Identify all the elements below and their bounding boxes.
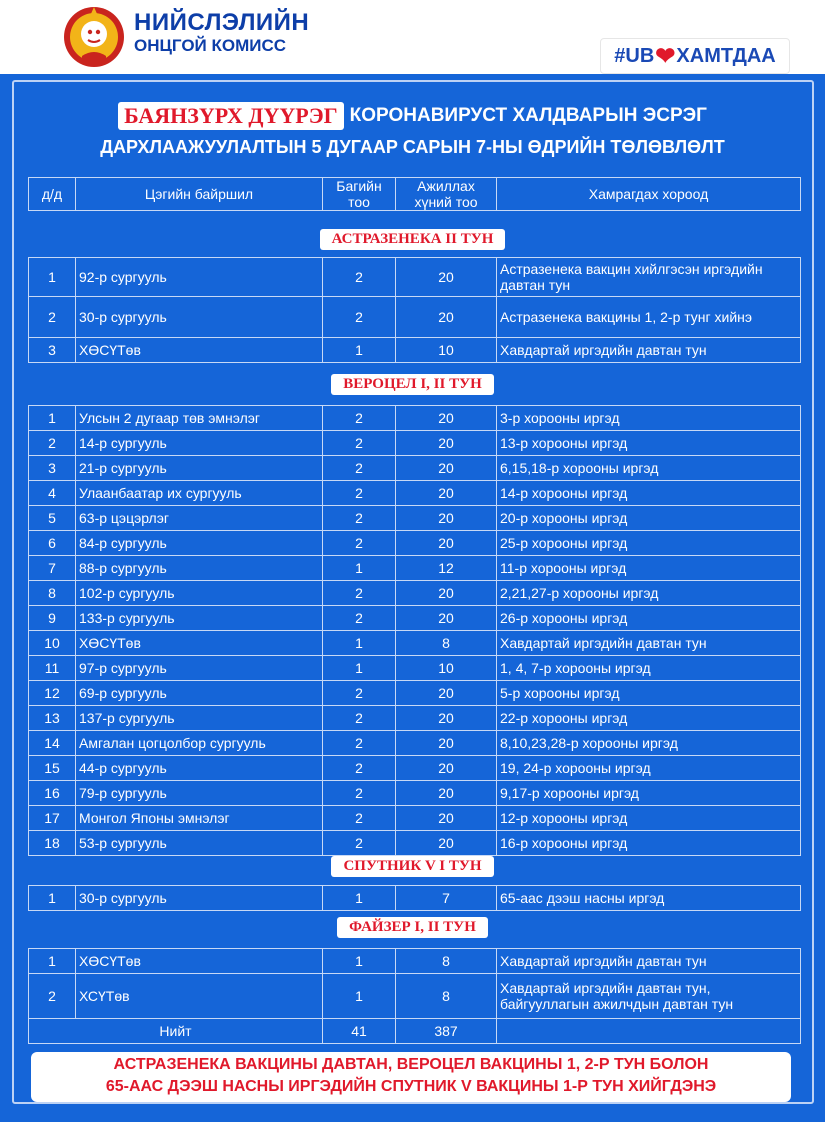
row-teams: 2: [323, 297, 396, 338]
total-label: Нийт: [29, 1019, 323, 1044]
header-staff: Ажиллах хүний тоо: [396, 178, 497, 211]
table-row: [29, 806, 801, 831]
table-row: [29, 781, 801, 806]
row-num: 7: [29, 556, 76, 581]
row-location: 133-р сургууль: [76, 606, 323, 631]
row-teams: 2: [323, 681, 396, 706]
row-teams: 2: [323, 731, 396, 756]
row-staff: 20: [396, 706, 497, 731]
row-teams: 2: [323, 781, 396, 806]
row-staff: 20: [396, 297, 497, 338]
row-teams: 2: [323, 756, 396, 781]
page-subtitle: ДАРХЛААЖУУЛАЛТЫН 5 ДУГААР САРЫН 7-НЫ ӨДРИЙН ТӨЛӨВЛӨЛТ: [100, 137, 725, 157]
row-location: Амгалан цогцолбор сургууль: [76, 731, 323, 756]
row-staff: 20: [396, 756, 497, 781]
row-num: 6: [29, 531, 76, 556]
row-location: 53-р сургууль: [76, 831, 323, 856]
total-empty: [497, 1019, 801, 1044]
total-staff: 387: [396, 1019, 497, 1044]
row-num: 3: [29, 338, 76, 363]
row-coverage: 3-р хорооны иргэд: [497, 406, 801, 431]
row-staff: 20: [396, 481, 497, 506]
row-num: 10: [29, 631, 76, 656]
row-num: 11: [29, 656, 76, 681]
table-row: [29, 731, 801, 756]
row-coverage: 6,15,18-р хорооны иргэд: [497, 456, 801, 481]
total-row: [29, 1019, 801, 1044]
row-teams: 2: [323, 481, 396, 506]
row-location: 30-р сургууль: [76, 886, 323, 911]
row-location: 14-р сургууль: [76, 431, 323, 456]
row-location: 63-р цэцэрлэг: [76, 506, 323, 531]
row-location: 69-р сургууль: [76, 681, 323, 706]
table-row: [29, 681, 801, 706]
table-row: [29, 481, 801, 506]
row-staff: 20: [396, 456, 497, 481]
row-location: ХӨСҮТөв: [76, 949, 323, 974]
org-name: [134, 10, 309, 55]
total-teams: 41: [323, 1019, 396, 1044]
row-staff: 10: [396, 656, 497, 681]
row-location: Улаанбаатар их сургууль: [76, 481, 323, 506]
vero-table: [28, 405, 801, 856]
top-header: [0, 0, 825, 74]
row-teams: 1: [323, 886, 396, 911]
section-pfizer: [0, 917, 825, 938]
row-num: 8: [29, 581, 76, 606]
row-staff: 8: [396, 949, 497, 974]
row-location: 137-р сургууль: [76, 706, 323, 731]
row-num: 1: [29, 258, 76, 297]
row-coverage: 5-р хорооны иргэд: [497, 681, 801, 706]
section-verocell: [0, 374, 825, 395]
row-location: 92-р сургууль: [76, 258, 323, 297]
row-teams: 2: [323, 506, 396, 531]
table-row: [29, 756, 801, 781]
row-num: 1: [29, 406, 76, 431]
row-location: 44-р сургууль: [76, 756, 323, 781]
row-coverage: Хавдартай иргэдийн давтан тун: [497, 338, 801, 363]
row-location: ХӨСҮТөв: [76, 631, 323, 656]
row-coverage: 9,17-р хорооны иргэд: [497, 781, 801, 806]
row-location: 21-р сургууль: [76, 456, 323, 481]
row-teams: 1: [323, 656, 396, 681]
table-row: [29, 456, 801, 481]
row-staff: 20: [396, 506, 497, 531]
row-teams: 1: [323, 631, 396, 656]
row-teams: 2: [323, 831, 396, 856]
footer-note: [31, 1052, 791, 1102]
row-staff: 8: [396, 974, 497, 1019]
row-num: 2: [29, 974, 76, 1019]
row-num: 12: [29, 681, 76, 706]
vero-table-body: [29, 406, 801, 856]
table-row: [29, 886, 801, 911]
row-teams: 2: [323, 706, 396, 731]
org-name-line1: НИЙСЛЭЛИЙН: [134, 9, 310, 36]
table-row: [29, 606, 801, 631]
table-row: [29, 581, 801, 606]
header-location: Цэгийн байршил: [76, 178, 323, 211]
row-location: 79-р сургууль: [76, 781, 323, 806]
row-teams: 2: [323, 806, 396, 831]
row-num: 1: [29, 886, 76, 911]
hashtag-badge: [600, 38, 790, 74]
row-teams: 2: [323, 431, 396, 456]
row-location: ХӨСҮТөв: [76, 338, 323, 363]
row-num: 1: [29, 949, 76, 974]
table-header: [28, 177, 801, 211]
table-row: [29, 406, 801, 431]
section-sputnik-label: СПУТНИК V I ТУН: [331, 856, 493, 877]
row-location: 88-р сургууль: [76, 556, 323, 581]
row-staff: 20: [396, 258, 497, 297]
row-num: 2: [29, 431, 76, 456]
row-teams: 1: [323, 949, 396, 974]
row-location: 30-р сургууль: [76, 297, 323, 338]
section-verocell-label: ВЕРОЦЕЛ I, II ТУН: [331, 374, 494, 395]
table-row: [29, 297, 801, 338]
row-staff: 12: [396, 556, 497, 581]
row-coverage: 19, 24-р хорооны иргэд: [497, 756, 801, 781]
row-coverage: 20-р хорооны иргэд: [497, 506, 801, 531]
pfizer-table: [28, 948, 801, 1044]
row-coverage: Хавдартай иргэдийн давтан тун: [497, 949, 801, 974]
row-staff: 10: [396, 338, 497, 363]
row-staff: 20: [396, 781, 497, 806]
page-title: [0, 102, 825, 130]
table-row: [29, 974, 801, 1019]
table-row: [29, 631, 801, 656]
section-sputnik: [0, 856, 825, 877]
row-location: ХСҮТөв: [76, 974, 323, 1019]
row-teams: 2: [323, 456, 396, 481]
row-num: 5: [29, 506, 76, 531]
section-astrazeneca: [0, 229, 825, 250]
row-location: Улсын 2 дугаар төв эмнэлэг: [76, 406, 323, 431]
row-num: 13: [29, 706, 76, 731]
row-staff: 20: [396, 806, 497, 831]
row-teams: 1: [323, 974, 396, 1019]
row-location: 84-р сургууль: [76, 531, 323, 556]
row-coverage: Хавдартай иргэдийн давтан тун, байгууллагын ажилчдын давтан тун: [497, 974, 801, 1019]
row-coverage: 1, 4, 7-р хорооны иргэд: [497, 656, 801, 681]
row-teams: 2: [323, 406, 396, 431]
row-teams: 2: [323, 581, 396, 606]
table-row: [29, 706, 801, 731]
sputnik-table: [28, 885, 801, 911]
row-staff: 8: [396, 631, 497, 656]
row-coverage: 65-аас дээш насны иргэд: [497, 886, 801, 911]
row-coverage: 8,10,23,28-р хорооны иргэд: [497, 731, 801, 756]
row-coverage: 2,21,27-р хорооны иргэд: [497, 581, 801, 606]
row-num: 14: [29, 731, 76, 756]
row-staff: 20: [396, 431, 497, 456]
row-staff: 20: [396, 606, 497, 631]
row-coverage: 12-р хорооны иргэд: [497, 806, 801, 831]
footer-line1: АСТРАЗЕНЕКА ВАКЦИНЫ ДАВТАН, ВЕРОЦЕЛ ВАКЦИНЫ 1, 2-Р ТУН БОЛОН: [113, 1056, 709, 1073]
section-astrazeneca-label: АСТРАЗЕНЕКА II ТУН: [320, 229, 506, 250]
row-num: 2: [29, 297, 76, 338]
row-coverage: Астразенека вакцины 1, 2-р тунг хийнэ: [497, 297, 801, 338]
hashtag-suffix: ХАМТДАА: [676, 44, 776, 67]
row-num: 18: [29, 831, 76, 856]
title-rest: КОРОНАВИРУСТ ХАЛДВАРЫН ЭСРЭГ: [349, 105, 707, 127]
row-coverage: 22-р хорооны иргэд: [497, 706, 801, 731]
row-staff: 7: [396, 886, 497, 911]
table-row: [29, 506, 801, 531]
row-coverage: 25-р хорооны иргэд: [497, 531, 801, 556]
row-staff: 20: [396, 581, 497, 606]
row-teams: 1: [323, 556, 396, 581]
capital-emblem-icon: [60, 4, 128, 70]
row-location: 97-р сургууль: [76, 656, 323, 681]
row-num: 15: [29, 756, 76, 781]
table-row: [29, 831, 801, 856]
row-coverage: Хавдартай иргэдийн давтан тун: [497, 631, 801, 656]
row-num: 16: [29, 781, 76, 806]
org-name-line2: ОНЦГОЙ КОМИСС: [134, 36, 287, 56]
heart-icon: ❤: [655, 42, 676, 70]
row-coverage: 26-р хорооны иргэд: [497, 606, 801, 631]
row-coverage: 14-р хорооны иргэд: [497, 481, 801, 506]
row-coverage: 11-р хорооны иргэд: [497, 556, 801, 581]
header-row: [29, 178, 801, 211]
table-row: [29, 949, 801, 974]
row-teams: 2: [323, 531, 396, 556]
footer-line2: 65-ААС ДЭЭШ НАСНЫ ИРГЭДИЙН СПУТНИК V ВАКЦИНЫ 1-Р ТУН ХИЙГДЭНЭ: [105, 1078, 717, 1095]
row-staff: 20: [396, 681, 497, 706]
table-row: [29, 656, 801, 681]
section-pfizer-label: ФАЙЗЕР I, II ТУН: [337, 917, 488, 938]
header-teams: Багийн тоо: [323, 178, 396, 211]
table-row: [29, 431, 801, 456]
row-staff: 20: [396, 731, 497, 756]
row-staff: 20: [396, 406, 497, 431]
table-row: [29, 258, 801, 297]
header-num: д/д: [29, 178, 76, 211]
row-teams: 2: [323, 606, 396, 631]
row-num: 9: [29, 606, 76, 631]
table-row: [29, 531, 801, 556]
table-row: [29, 338, 801, 363]
row-coverage: 13-р хорооны иргэд: [497, 431, 801, 456]
header-coverage: Хамрагдах хороод: [497, 178, 801, 211]
row-num: 17: [29, 806, 76, 831]
row-location: 102-р сургууль: [76, 581, 323, 606]
astra-table: [28, 257, 801, 363]
row-coverage: Астразенека вакцин хийлгэсэн иргэдийн давтан тун: [497, 258, 801, 297]
district-badge: БАЯНЗҮРХ ДҮҮРЭГ: [118, 102, 344, 130]
row-teams: 1: [323, 338, 396, 363]
row-staff: 20: [396, 831, 497, 856]
row-teams: 2: [323, 258, 396, 297]
row-num: 4: [29, 481, 76, 506]
hashtag-prefix: #UB: [614, 44, 655, 67]
row-num: 3: [29, 456, 76, 481]
table-row: [29, 556, 801, 581]
row-coverage: 16-р хорооны иргэд: [497, 831, 801, 856]
row-staff: 20: [396, 531, 497, 556]
row-location: Монгол Японы эмнэлэг: [76, 806, 323, 831]
